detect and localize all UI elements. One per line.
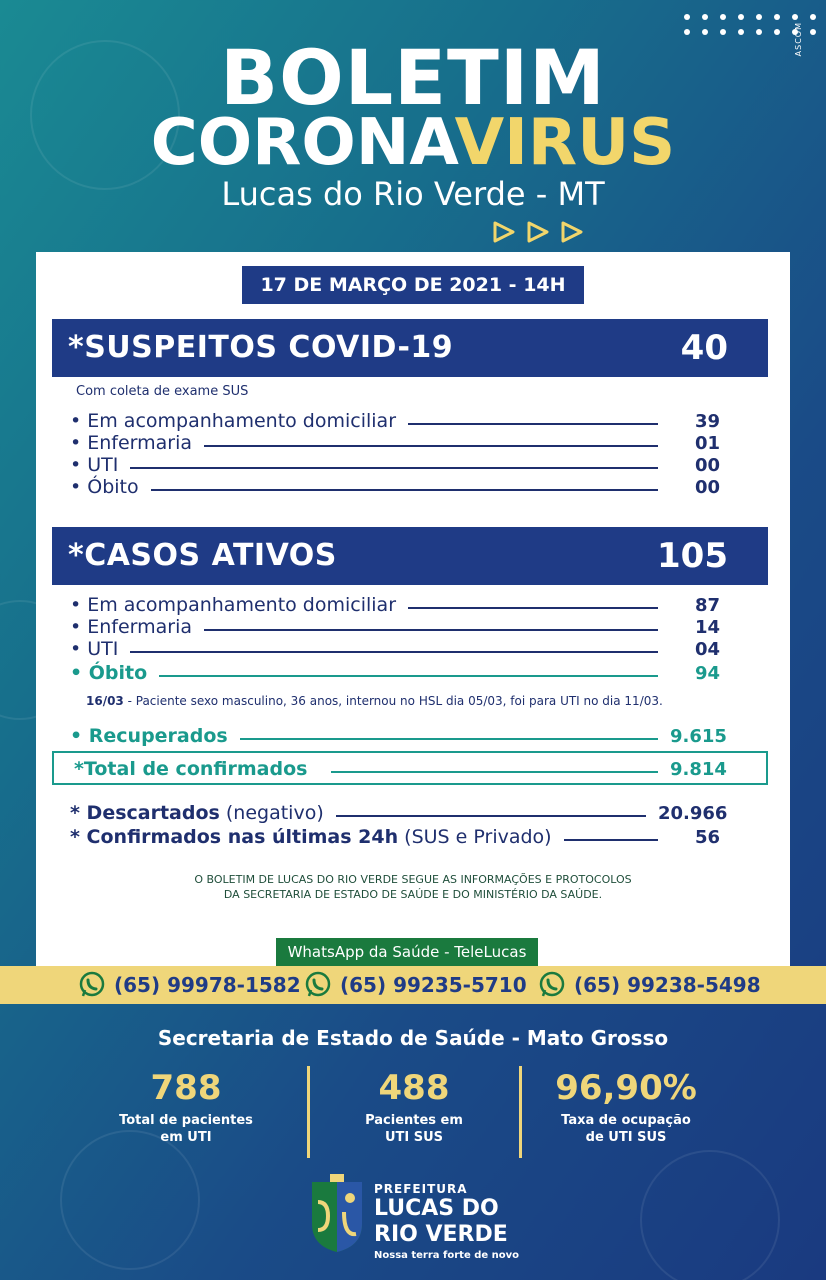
- row-value: 87: [694, 594, 720, 616]
- row-line: [408, 423, 658, 425]
- stat-caption-line2: UTI SUS: [384, 1130, 444, 1145]
- row-line: [130, 651, 658, 653]
- stat-caption-line2: de UTI SUS: [585, 1130, 667, 1145]
- row-value: 00: [694, 476, 720, 498]
- confirmados-24h-label-bold: * Confirmados nas últimas 24h: [70, 826, 399, 848]
- play-arrow-icon: [560, 220, 584, 244]
- row-line: [159, 675, 658, 677]
- row-label: • Óbito: [70, 662, 148, 684]
- title-boletim: BOLETIM: [220, 33, 606, 122]
- suspeitos-label: *SUSPEITOS COVID-19: [68, 330, 454, 365]
- arrows-decoration: [492, 220, 584, 244]
- row-line: [336, 815, 646, 817]
- ativos-label: *CASOS ATIVOS: [68, 538, 337, 573]
- prefeitura-logo: [308, 1168, 528, 1268]
- row-label: • Óbito: [70, 476, 139, 498]
- stat-uti-sus: [314, 1068, 514, 1146]
- logo-name-line1: LUCAS DO: [374, 1196, 499, 1221]
- row-label: • Enfermaria: [70, 432, 193, 454]
- suspeitos-note: Com coleta de exame SUS: [76, 384, 249, 399]
- row-label: • Em acompanhamento domiciliar: [70, 594, 397, 616]
- play-arrow-icon: [492, 220, 516, 244]
- protocol-note-line1: O BOLETIM DE LUCAS DO RIO VERDE SEGUE AS INFORMAÇÕES E PROTOCOLOS: [194, 873, 632, 886]
- ativos-row: [70, 594, 720, 616]
- row-line: [130, 467, 658, 469]
- stat-caption-line2: em UTI: [160, 1130, 212, 1145]
- play-arrow-icon: [526, 220, 550, 244]
- whatsapp-icon: [78, 971, 106, 999]
- phone-contact[interactable]: [304, 966, 527, 1004]
- row-value: 39: [694, 410, 720, 432]
- stat-caption: [526, 1112, 726, 1146]
- row-line: [331, 771, 658, 773]
- phone-number[interactable]: (65) 99238-5498: [574, 973, 761, 997]
- stat-caption: [314, 1112, 514, 1146]
- stat-divider: [307, 1066, 310, 1158]
- confirmados-24h-label: [70, 826, 552, 848]
- bg-virus-decoration: [640, 1150, 780, 1280]
- row-line: [151, 489, 658, 491]
- confirmados-24h-label-normal: (SUS e Privado): [398, 826, 552, 848]
- phone-bar: [0, 966, 826, 1004]
- recuperados-value: 9.615: [670, 725, 727, 747]
- row-label: • UTI: [70, 638, 119, 660]
- phone-number[interactable]: (65) 99978-1582: [114, 973, 301, 997]
- suspeitos-total: 40: [680, 328, 728, 368]
- ativos-header: [52, 527, 768, 585]
- total-confirmados-label: *Total de confirmados: [74, 758, 308, 780]
- stat-caption-line1: Total de pacientes: [119, 1113, 253, 1128]
- suspeitos-row: [70, 454, 720, 476]
- whatsapp-icon: [538, 971, 566, 999]
- stat-divider: [519, 1066, 522, 1158]
- suspeitos-header: [52, 319, 768, 377]
- descartados-row: [70, 802, 728, 824]
- state-secretariat-title: Secretaria de Estado de Saúde - Mato Grosso: [157, 1026, 669, 1050]
- recuperados-label: • Recuperados: [70, 725, 228, 747]
- obito-note: [86, 694, 663, 708]
- row-line: [204, 629, 658, 631]
- phone-number[interactable]: (65) 99235-5710: [340, 973, 527, 997]
- suspeitos-row: [70, 476, 720, 498]
- row-line: [564, 839, 658, 841]
- row-label: • UTI: [70, 454, 119, 476]
- stat-total-uti: [86, 1068, 286, 1146]
- confirmados-24h-value: 56: [694, 826, 720, 848]
- phone-contact[interactable]: [78, 966, 301, 1004]
- logo-tagline: Nossa terra forte de novo: [374, 1250, 520, 1261]
- descartados-label-bold: * Descartados: [70, 802, 220, 824]
- ascom-tag: ASCOM: [794, 22, 803, 57]
- confirmados-24h-row: [70, 826, 720, 848]
- row-value: 04: [694, 638, 720, 660]
- protocol-note-line2: DA SECRETARIA DE ESTADO DE SAÚDE E DO MINISTÉRIO DA SAÚDE.: [223, 888, 603, 901]
- obito-note-text: - Paciente sexo masculino, 36 anos, internou no HSL dia 05/03, foi para UTI no dia 11/03.: [123, 694, 663, 708]
- ativos-total: 105: [657, 536, 728, 576]
- phone-contact[interactable]: [538, 966, 761, 1004]
- row-line: [408, 607, 658, 609]
- row-line: [240, 738, 658, 740]
- total-confirmados-row: [74, 758, 727, 780]
- row-label: • Enfermaria: [70, 616, 193, 638]
- prefeitura-logo-icon: [308, 1172, 366, 1254]
- bg-virus-decoration: [60, 1130, 200, 1270]
- stat-value: 96,90%: [555, 1068, 697, 1108]
- row-line: [204, 445, 658, 447]
- title-corona: CORONA: [150, 106, 455, 180]
- row-label: • Em acompanhamento domiciliar: [70, 410, 397, 432]
- protocol-note: [36, 872, 790, 902]
- stat-caption: [86, 1112, 286, 1146]
- row-value: 14: [694, 616, 720, 638]
- recuperados-row: [70, 725, 727, 747]
- logo-prefeitura-text: PREFEITURA: [374, 1182, 468, 1196]
- descartados-value: 20.966: [658, 802, 728, 824]
- row-value: 01: [694, 432, 720, 454]
- stat-caption-line1: Pacientes em: [365, 1113, 463, 1128]
- bulletin-card: [36, 252, 790, 968]
- stat-value: 488: [378, 1068, 450, 1108]
- title-coronavirus: [0, 106, 826, 180]
- stat-caption-line1: Taxa de ocupação: [561, 1113, 691, 1128]
- row-value: 00: [694, 454, 720, 476]
- title-virus: VIRUS: [454, 106, 676, 180]
- suspeitos-row: [70, 432, 720, 454]
- whatsapp-tab: WhatsApp da Saúde - TeleLucas: [276, 938, 538, 966]
- row-value: 94: [694, 662, 720, 684]
- stat-ocupacao: [526, 1068, 726, 1146]
- logo-name-line2: RIO VERDE: [374, 1222, 508, 1247]
- location-subtitle: Lucas do Rio Verde - MT: [221, 175, 605, 213]
- obito-note-date: 16/03: [86, 694, 124, 708]
- descartados-label: [70, 802, 324, 824]
- stat-value: 788: [150, 1068, 222, 1108]
- ativos-row: [70, 638, 720, 660]
- total-confirmados-value: 9.814: [670, 758, 727, 780]
- date-banner: 17 DE MARÇO DE 2021 - 14H: [242, 266, 584, 304]
- suspeitos-row: [70, 410, 720, 432]
- ativos-row: [70, 616, 720, 638]
- whatsapp-icon: [304, 971, 332, 999]
- descartados-label-normal: (negativo): [219, 802, 324, 824]
- ativos-row-obito: [70, 662, 720, 684]
